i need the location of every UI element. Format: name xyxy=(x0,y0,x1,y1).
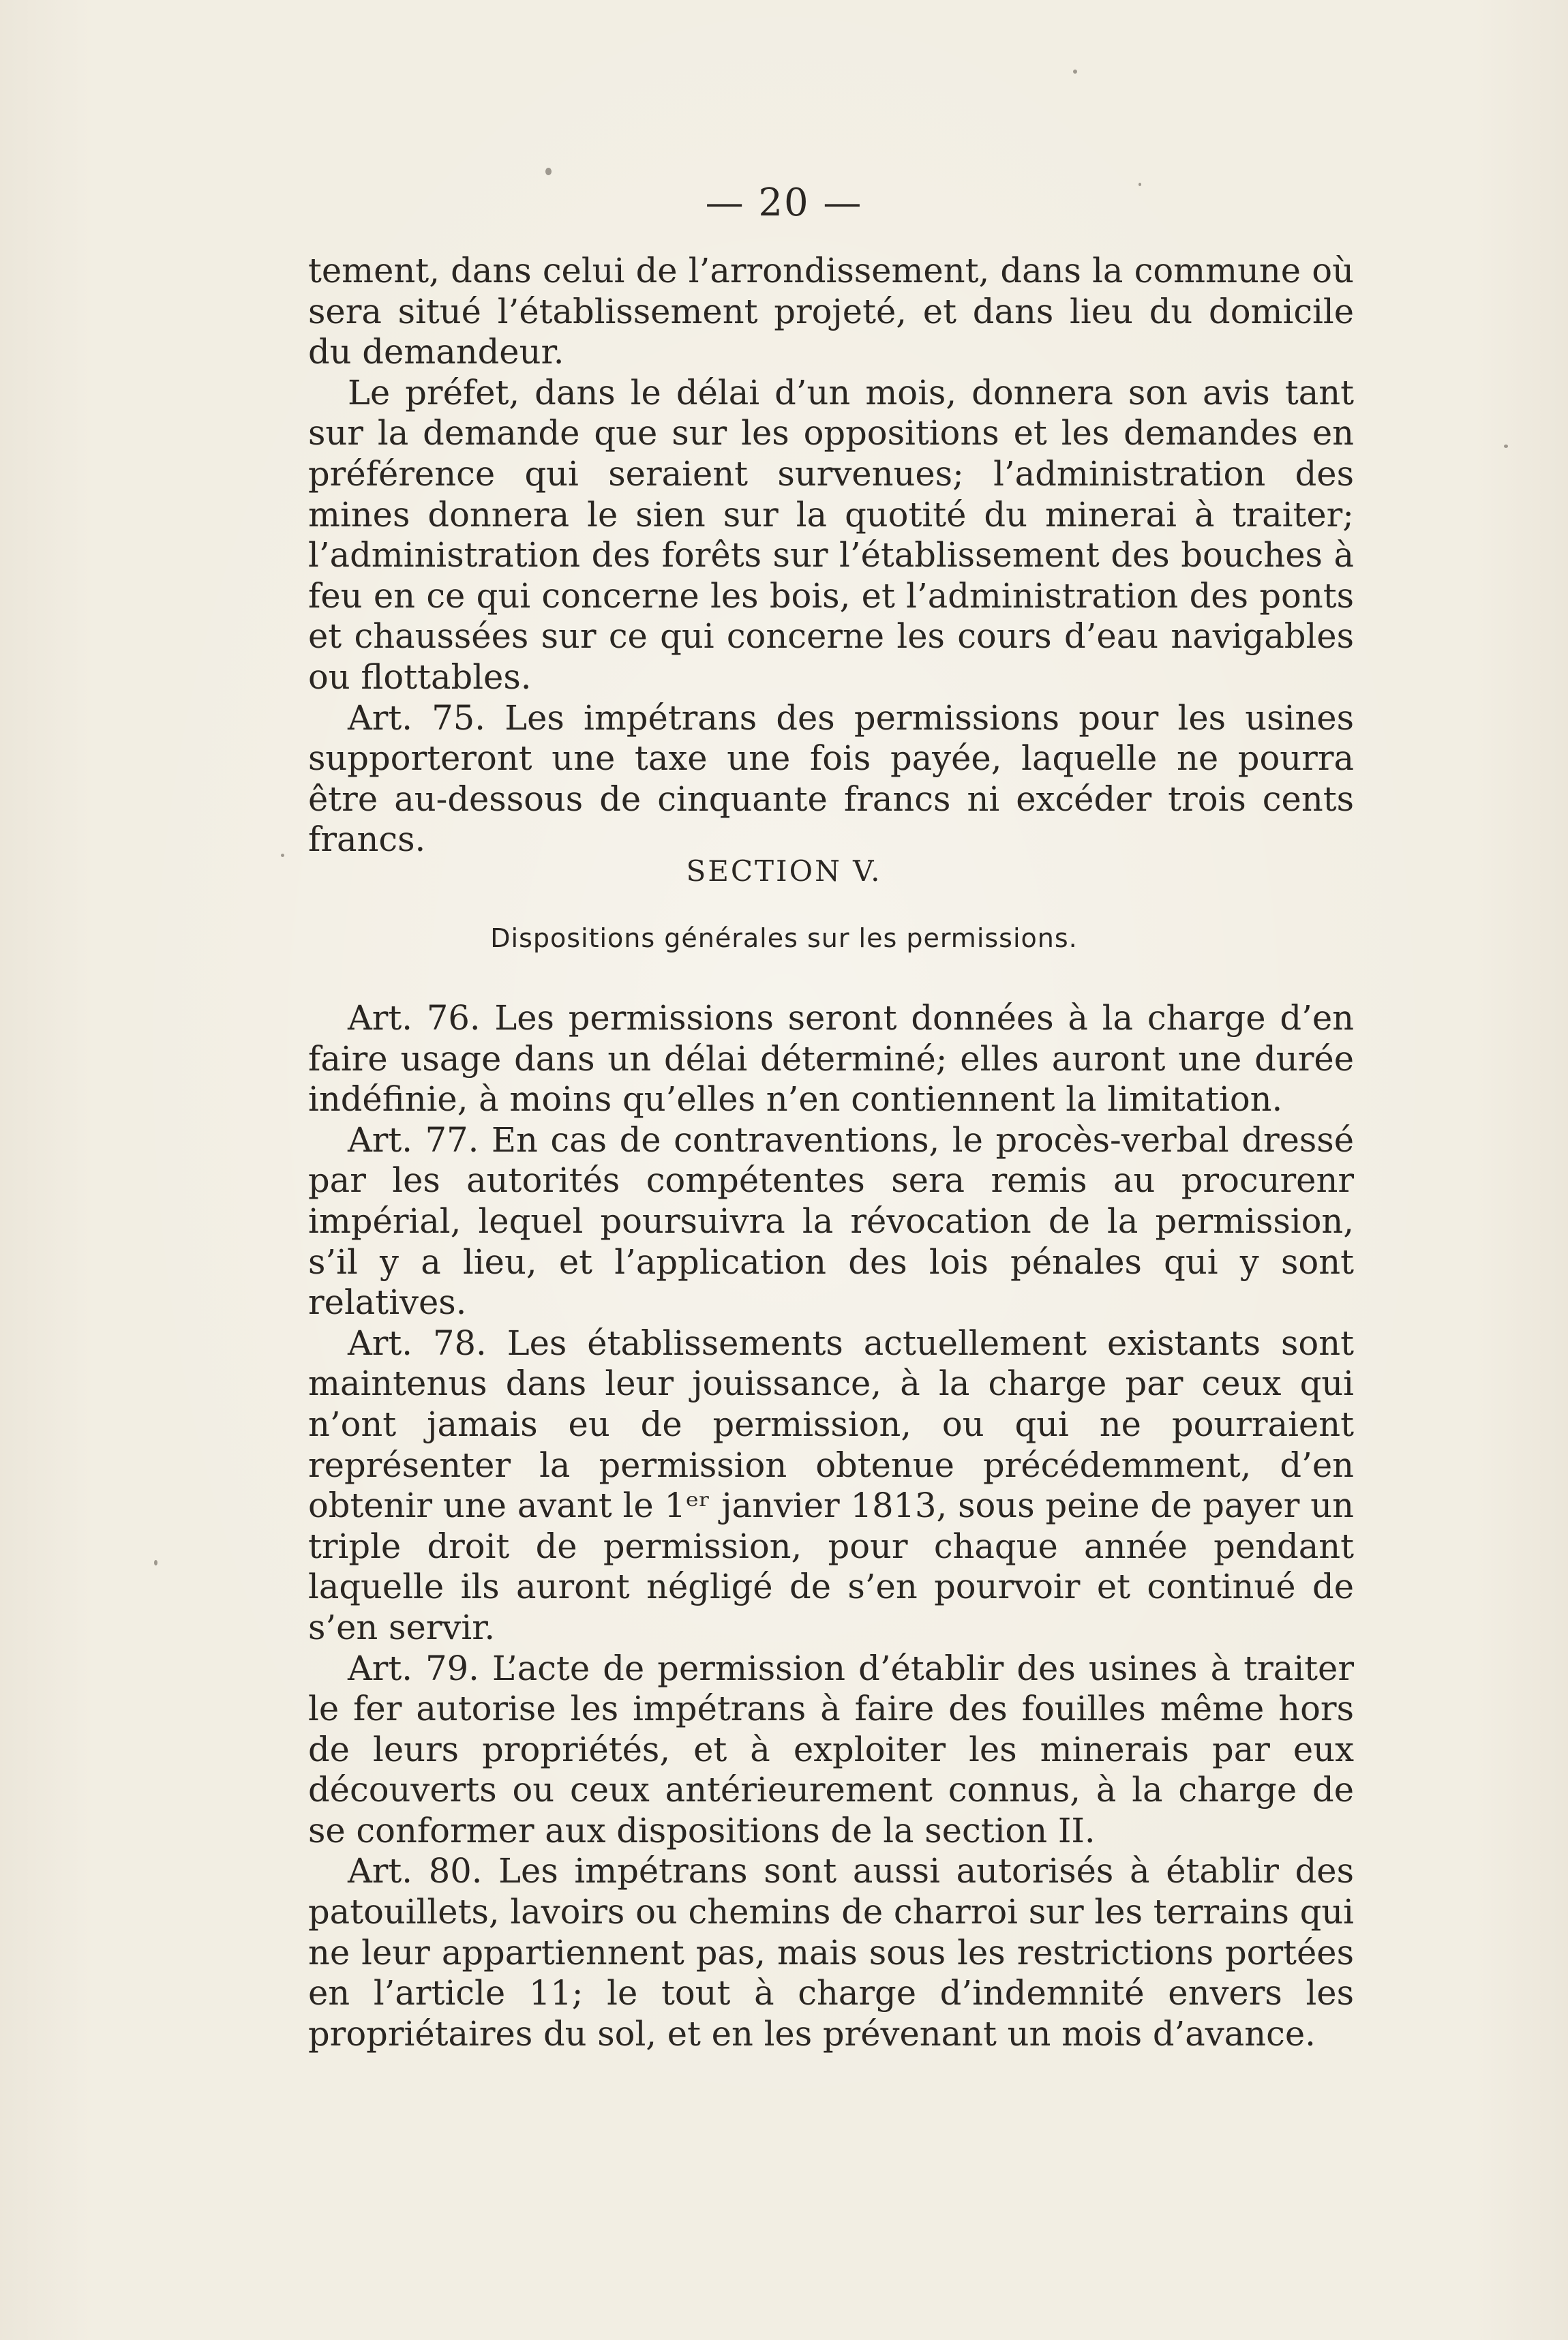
paragraph-prefet: Le préfet, dans le délai d’un mois, donnera son avis tant sur la demande que sur les oppositions et les demandes en préférence qui seraient survenues; l’administration des mines donnera le sien sur la quotité du minerai à traiter; l’administration des forêts sur l’établissement des bouches à feu en ce qui concerne les bois, et l’administration des ponts et chaussées sur ce qui concerne les cours d’eau navigables ou flottables. xyxy=(308,372,1354,697)
page-number: — 20 — xyxy=(705,181,863,225)
article-76: Art. 76. Les permissions seront données à la charge d’en faire usage dans un délai déterminé; elles auront une durée indéfinie, à moins qu’elles n’en contiennent la limitation. xyxy=(308,998,1354,1120)
paper-speck xyxy=(545,168,552,175)
article-78: Art. 78. Les établissements actuellement existants sont maintenus dans leur jouissance, à la charge par ceux qui n’ont jamais eu de permission, ou qui ne pourraient représenter la permission obtenue précédemment, d’en obtenir une avant le 1ᵉʳ janvier 1813, sous peine de payer un triple droit de permission, pour chaque année pendant laquelle ils auront négligé de s’en pourvoir et continué de s’en servir. xyxy=(308,1323,1354,1647)
article-77: Art. 77. En cas de contraventions, le procès-verbal dressé par les autorités compétentes sera remis au procurenr impérial, lequel poursuivra la révocation de la permission, s’il y a lieu, et l’application des lois pénales qui y sont relatives. xyxy=(308,1120,1354,1323)
paper-speck xyxy=(1073,70,1077,74)
section-subtitle: Dispositions générales sur les permissions. xyxy=(490,923,1078,953)
paper-speck xyxy=(1504,445,1508,448)
section-title: SECTION V. xyxy=(686,854,882,888)
text-block-top xyxy=(308,251,1354,860)
paper-speck xyxy=(154,1560,157,1565)
article-79: Art. 79. L’acte de permission d’établir des usines à traiter le fer autorise les impétrans à faire des fouilles même hors de leurs propriétés, et à exploiter les minerais par eux découverts ou ceux antérieurement connus, à la charge de se conformer aux dispositions de la section II. xyxy=(308,1648,1354,1850)
article-75: Art. 75. Les impétrans des permissions pour les usines supporteront une taxe une fois payée, laquelle ne pourra être au-dessous de cinquante francs ni excéder trois cents francs. xyxy=(308,698,1354,860)
paragraph-continuation: tement, dans celui de l’arrondissement, dans la commune où sera situé l’établissement projeté, et dans lieu du domicile du demandeur. xyxy=(308,251,1354,372)
article-80: Art. 80. Les impétrans sont aussi autorisés à établir des patouillets, lavoirs ou chemins de charroi sur les terrains qui ne leur appartiennent pas, mais sous les restrictions portées en l’article 11; le tout à charge d’indemnité envers les propriétaires du sol, et en les prévenant un mois d’avance. xyxy=(308,1851,1354,2054)
text-block-bottom xyxy=(308,998,1354,2054)
